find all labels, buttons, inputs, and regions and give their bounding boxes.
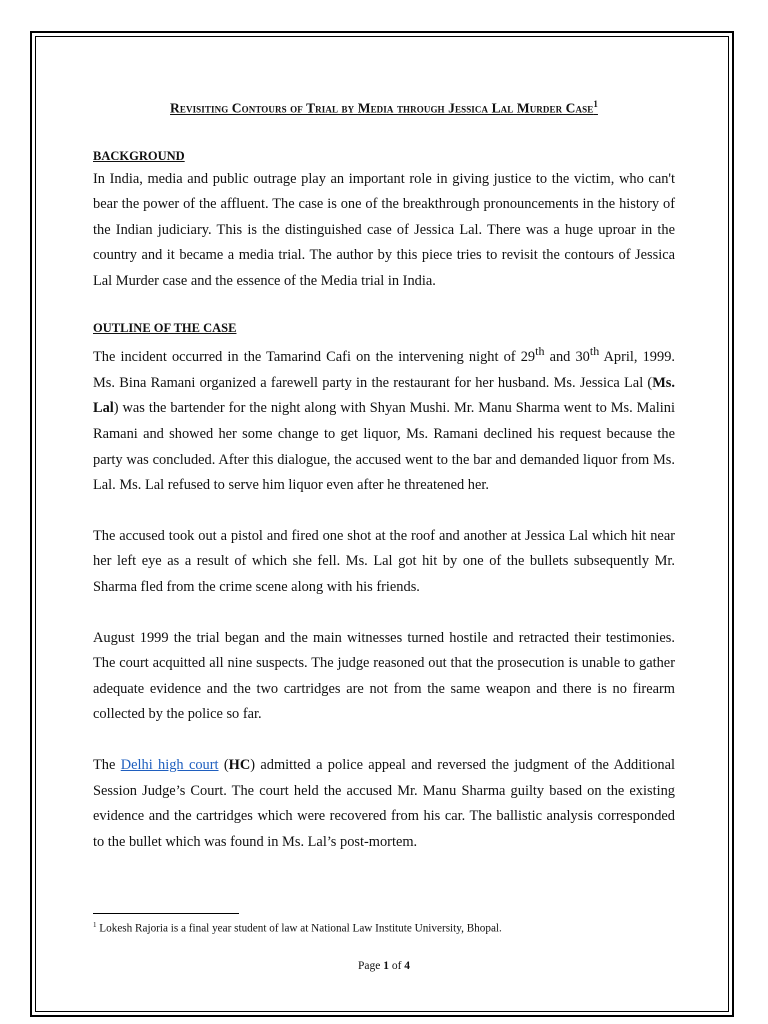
- footnote-separator: [93, 913, 239, 914]
- hc-bold: HC: [228, 756, 251, 773]
- document-body: [93, 94, 675, 855]
- footnote: [93, 918, 502, 936]
- outline-paragraph-1: The incident occurred in the Tamarind Cafi on the intervening night of 29th and 30th April, 1999. Ms. Bina Ramani organized a farewell party in the restaurant for her husband. Ms. Jessica Lal (Ms. Lal) was the bartender for the night along with Shyan Mushi. Mr. Manu Sharma went to Ms. Malini Ramani and showed her some change to get liquor, Ms. Ramani declined his request because the party was concluded. After this dialogue, the accused went to the bar and demanded liquor from Ms. Lal. Ms. Lal refused to serve him liquor even after he threatened her.: [93, 344, 675, 494]
- title-footnote-ref[interactable]: 1: [593, 99, 598, 109]
- footnote-text: Lokesh Rajoria is a final year student of law at National Law Institute University, Bhopal.: [96, 922, 502, 935]
- outline-paragraph-3: August 1999 the trial began and the main witnesses turned hostile and retracted their testimonies. The court acquitted all nine suspects. The judge reasoned out that the prosecution is unable to gather adequate evidence and the two cartridges are not from the same weapon and there is no firearm collected by the police so far.: [93, 629, 675, 723]
- section-heading-background: BACKGROUND: [93, 148, 185, 163]
- document-title: [93, 94, 675, 119]
- title-text: Revisiting Contours of Trial by Media through Jessica Lal Murder Case: [170, 100, 594, 116]
- page-number: Page 1 of 4: [357, 960, 411, 972]
- background-paragraph: In India, media and public outrage play an important role in giving justice to the victim, who can't bear the power of the affluent. The case is one of the breakthrough pronouncements in the history of the Indian judiciary. This is the distinguished case of Jessica Lal. There was a huge uproar in the country and it became a media trial. The author by this piece tries to revisit the contours of Jessica Lal Murder case and the essence of the Media trial in India.: [93, 170, 675, 289]
- delhi-high-court-link[interactable]: Delhi high court: [120, 756, 219, 773]
- outline-paragraph-2: The accused took out a pistol and fired one shot at the roof and another at Jessica Lal which hit near her left eye as a result of which she fell. Ms. Lal got hit by one of the bullets subsequently Mr. Sharma fled from the crime scene along with his friends.: [93, 527, 675, 596]
- ms-lal-bold: Ms. Lal: [93, 374, 675, 417]
- outline-paragraph-4: The Delhi high court (HC) admitted a police appeal and reversed the judgment of the Additional Session Judge’s Court. The court held the accused Mr. Manu Sharma guilty based on the existing evidence and the cartridges which were recovered from his car. The ballistic analysis corresponded to the bullet which was found in Ms. Lal’s post-mortem.: [93, 756, 676, 850]
- footnote-marker: 1: [93, 921, 97, 929]
- section-heading-outline: OUTLINE OF THE CASE: [93, 321, 237, 336]
